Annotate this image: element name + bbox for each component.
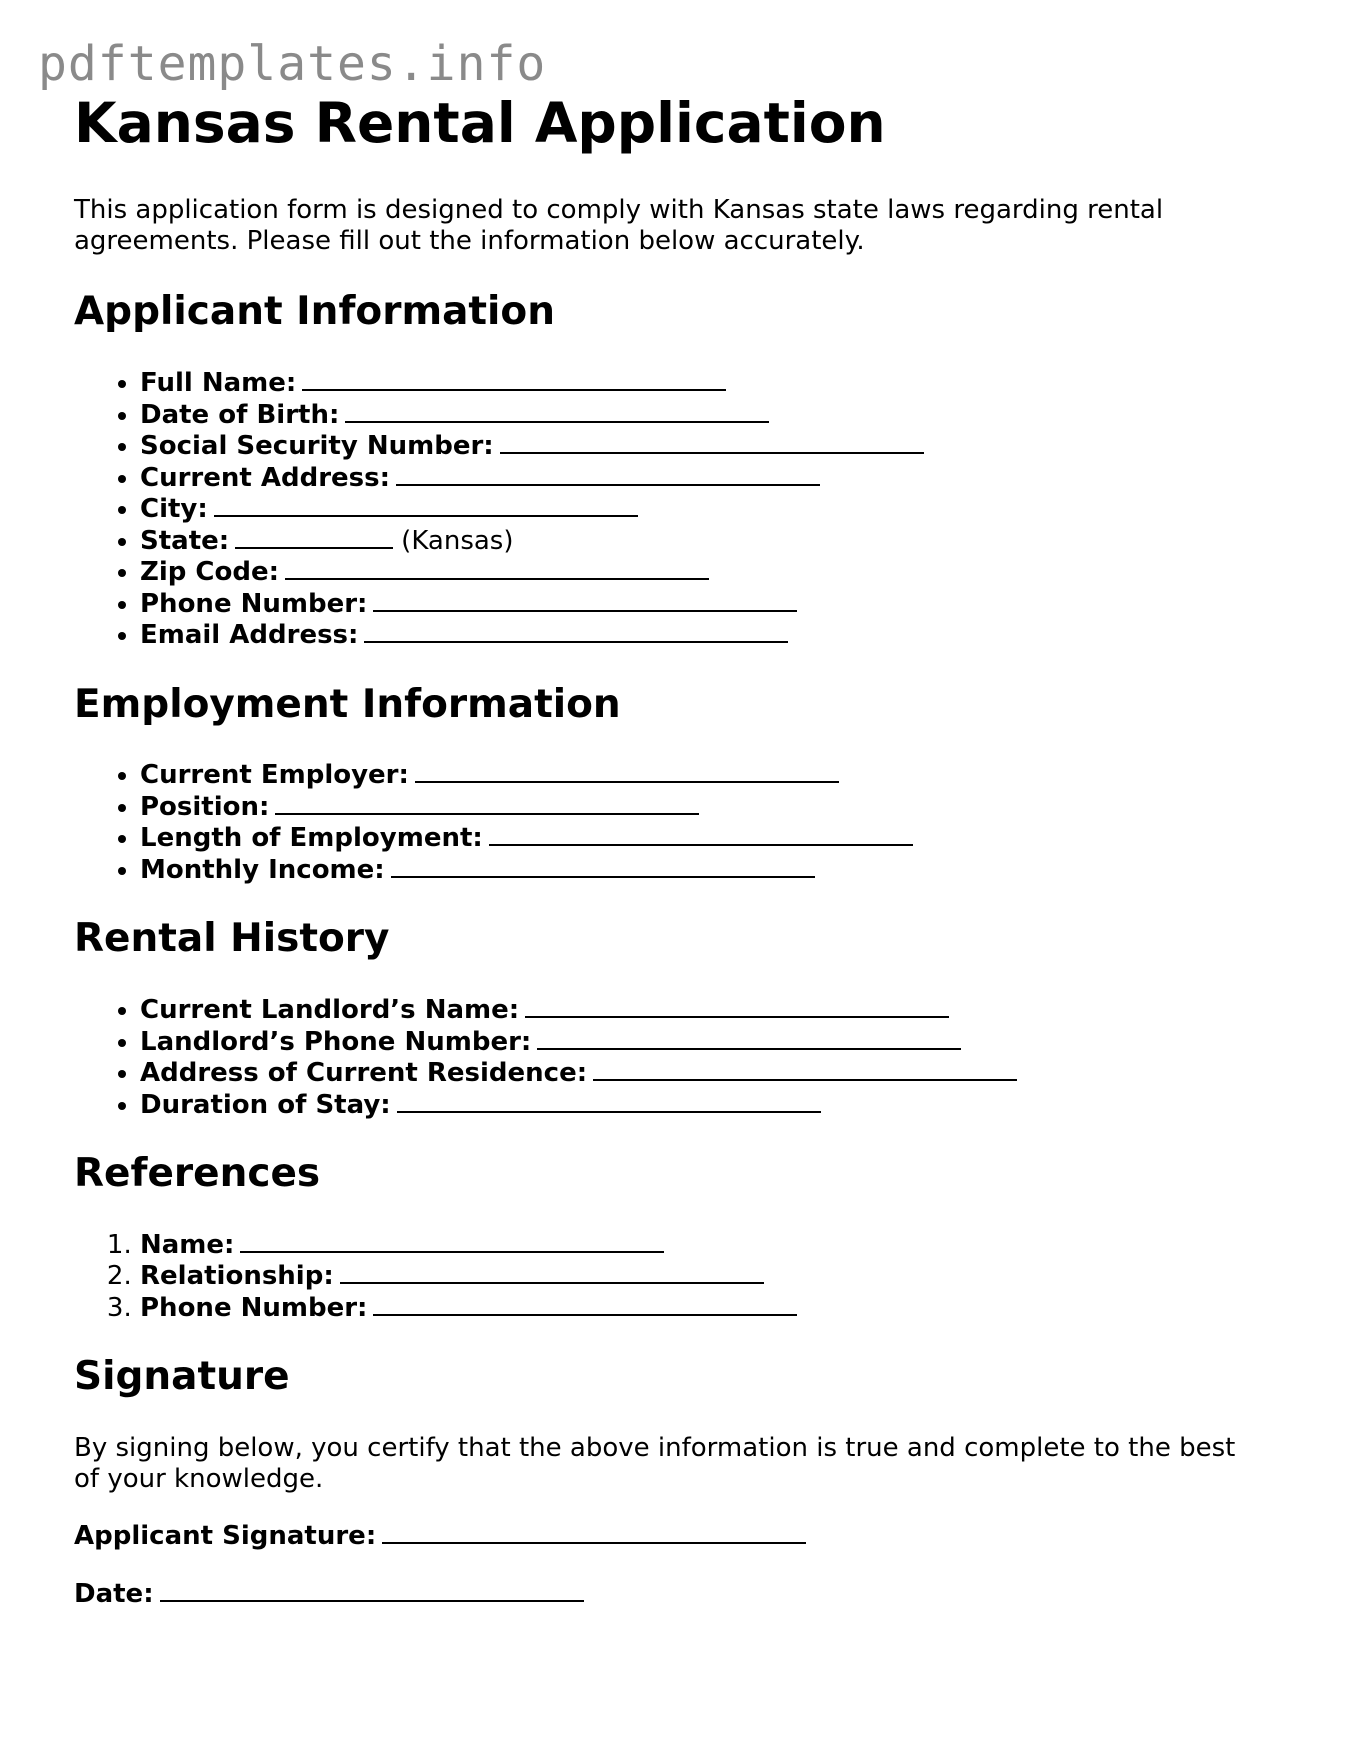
signature-section bbox=[74, 1354, 1274, 1610]
applicant-heading: Applicant Information bbox=[74, 289, 555, 335]
residence-blank[interactable] bbox=[593, 1079, 1017, 1081]
applicant-field-list bbox=[74, 368, 1274, 652]
employer-blank[interactable] bbox=[415, 781, 839, 783]
landlord-name-label: Current Landlord’s Name: bbox=[140, 995, 520, 1026]
signature-date-line bbox=[74, 1579, 1274, 1610]
position-item bbox=[140, 792, 1274, 824]
reference-relationship-label: Relationship: bbox=[140, 1261, 334, 1292]
employer-item bbox=[140, 760, 1274, 792]
state-item bbox=[140, 526, 1274, 558]
address-label: Current Address: bbox=[140, 462, 391, 493]
dob-label: Date of Birth: bbox=[140, 399, 340, 430]
references-field-list bbox=[74, 1230, 1274, 1325]
state-label: State: bbox=[140, 525, 230, 556]
page-title: Kansas Rental Application bbox=[74, 91, 886, 155]
landlord-phone-label: Landlord’s Phone Number: bbox=[140, 1026, 532, 1057]
landlord-name-item bbox=[140, 995, 1274, 1027]
city-label: City: bbox=[140, 494, 208, 525]
full-name-label: Full Name: bbox=[140, 368, 297, 399]
income-label: Monthly Income: bbox=[140, 854, 385, 885]
landlord-phone-blank[interactable] bbox=[537, 1048, 961, 1050]
duration-blank[interactable] bbox=[397, 1111, 821, 1113]
reference-phone-blank[interactable] bbox=[373, 1314, 797, 1316]
employment-length-item bbox=[140, 823, 1274, 855]
reference-name-label: Name: bbox=[140, 1229, 235, 1260]
city-item bbox=[140, 494, 1274, 526]
residence-label: Address of Current Residence: bbox=[140, 1058, 588, 1089]
duration-label: Duration of Stay: bbox=[140, 1089, 391, 1120]
full-name-blank[interactable] bbox=[302, 389, 726, 391]
employment-field-list bbox=[74, 760, 1274, 886]
landlord-phone-item bbox=[140, 1027, 1274, 1059]
state-note: (Kansas) bbox=[401, 525, 514, 556]
references-section bbox=[74, 1151, 1274, 1324]
reference-relationship-item bbox=[140, 1261, 1274, 1293]
signature-date-blank[interactable] bbox=[160, 1600, 584, 1602]
rental-history-section bbox=[74, 916, 1274, 1121]
income-item bbox=[140, 855, 1274, 887]
intro-paragraph: This application form is designed to comply with Kansas state laws regarding rental agreements. Please fill out the information below accurately. bbox=[74, 195, 1164, 257]
email-label: Email Address: bbox=[140, 620, 359, 651]
applicant-signature-line bbox=[74, 1521, 1274, 1552]
employment-length-label: Length of Employment: bbox=[140, 823, 483, 854]
phone-blank[interactable] bbox=[373, 610, 797, 612]
applicant-signature-blank[interactable] bbox=[382, 1542, 806, 1544]
ssn-blank[interactable] bbox=[500, 452, 924, 454]
reference-relationship-blank[interactable] bbox=[340, 1282, 764, 1284]
address-item bbox=[140, 463, 1274, 495]
income-blank[interactable] bbox=[391, 876, 815, 878]
phone-item bbox=[140, 589, 1274, 621]
rental-history-heading: Rental History bbox=[74, 916, 390, 962]
employment-length-blank[interactable] bbox=[489, 844, 913, 846]
zip-item bbox=[140, 557, 1274, 589]
signature-date-label: Date: bbox=[74, 1579, 154, 1610]
signature-certification: By signing below, you certify that the above information is true and complete to the best of your knowledge. bbox=[74, 1433, 1236, 1495]
phone-label: Phone Number: bbox=[140, 588, 368, 619]
full-name-item bbox=[140, 368, 1274, 400]
residence-item bbox=[140, 1058, 1274, 1090]
state-blank[interactable] bbox=[235, 547, 393, 549]
reference-phone-item bbox=[140, 1293, 1274, 1325]
applicant-section bbox=[74, 289, 1274, 651]
applicant-signature-label: Applicant Signature: bbox=[74, 1521, 377, 1552]
rental-application-form bbox=[74, 92, 1274, 1610]
watermark-text: pdftemplates.info bbox=[38, 36, 547, 92]
reference-phone-label: Phone Number: bbox=[140, 1292, 368, 1323]
landlord-name-blank[interactable] bbox=[525, 1016, 949, 1018]
duration-item bbox=[140, 1090, 1274, 1122]
position-label: Position: bbox=[140, 791, 270, 822]
address-blank[interactable] bbox=[396, 484, 820, 486]
employment-heading: Employment Information bbox=[74, 681, 621, 727]
signature-heading: Signature bbox=[74, 1354, 290, 1400]
email-item bbox=[140, 620, 1274, 652]
zip-blank[interactable] bbox=[285, 578, 709, 580]
zip-label: Zip Code: bbox=[140, 557, 280, 588]
city-blank[interactable] bbox=[214, 515, 638, 517]
reference-name-item bbox=[140, 1230, 1274, 1262]
position-blank[interactable] bbox=[275, 813, 699, 815]
ssn-label: Social Security Number: bbox=[140, 431, 494, 462]
references-heading: References bbox=[74, 1151, 321, 1197]
reference-name-blank[interactable] bbox=[240, 1251, 664, 1253]
dob-item bbox=[140, 400, 1274, 432]
employment-section bbox=[74, 682, 1274, 887]
rental-field-list bbox=[74, 995, 1274, 1121]
employer-label: Current Employer: bbox=[140, 760, 409, 791]
ssn-item bbox=[140, 431, 1274, 463]
dob-blank[interactable] bbox=[345, 421, 769, 423]
email-blank[interactable] bbox=[364, 641, 788, 643]
